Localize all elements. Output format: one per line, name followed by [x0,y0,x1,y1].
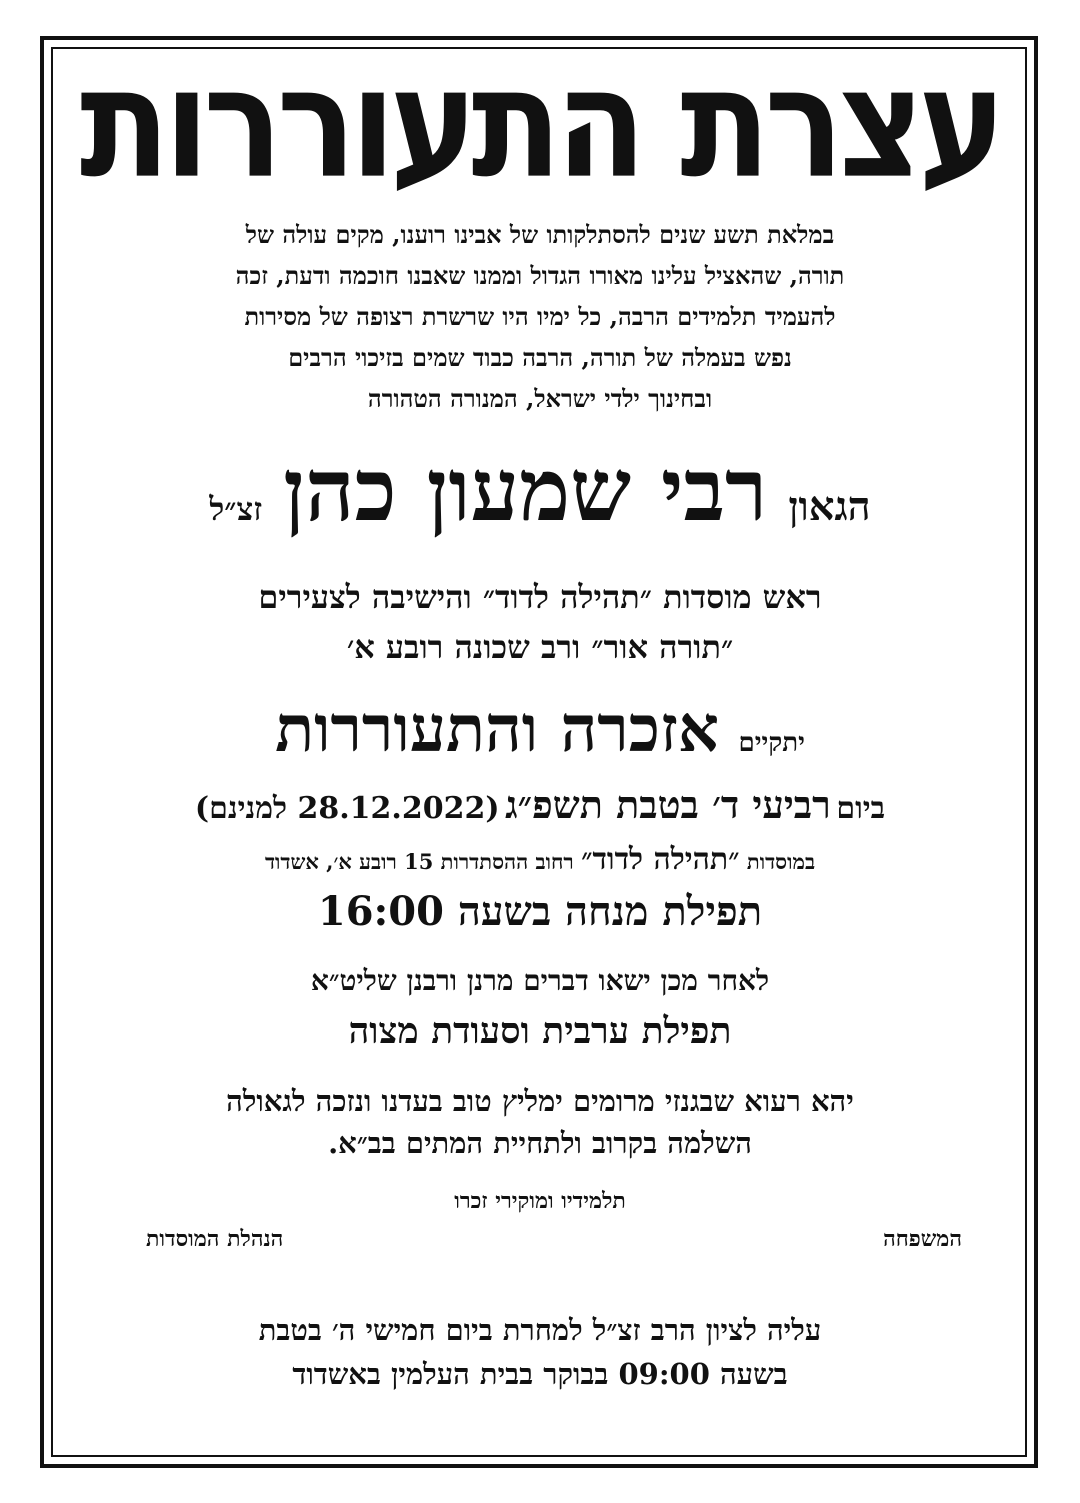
role-line: ״תורה אור״ ורב שכונה רובע א׳ [346,628,734,666]
rabbi-role [60,572,1020,672]
location-address: רחוב ההסתדרות 15 רובע א׳, אשדוד [264,849,574,874]
blessing [60,1080,1020,1164]
burial-line: עליה לציון הרב זצ״ל למחרת ביום חמישי ה׳ בטבת [258,1313,822,1347]
rabbi-name-line [40,440,1040,570]
mincha-time: תפילת מנחה בשעה 16:00 [317,888,763,935]
burial-line: בשעה 09:00 בבוקר בבית העלמין באשדוד [292,1357,788,1391]
event-name: אזכרה והתעוררות [275,692,719,767]
intro-line: נפש בעמלה של תורה, הרבה כבוד שמים בזיכוי הרבים [288,343,792,372]
signer-family: המשפחה [883,1226,962,1252]
hebrew-date: רביעי ד׳ בטבת תשפ״ג [505,782,831,827]
date-prefix: ביום [836,791,886,826]
signer-management: הנהלת המוסדות [146,1226,284,1252]
gregorian-date: (28.12.2022 למנינם) [194,791,500,826]
signers-students: תלמידיו ומוקירי זכרו [454,1188,626,1214]
location-prefix: במוסדות [746,849,816,874]
rabbi-suffix: זצ״ל [209,490,263,528]
blessing-line: יהא רעוא שבגנזי מרומים ימליץ טוב בעדנו ונזכה לגאולה [226,1084,854,1118]
intro-line: להעמיד תלמידים הרבה, כל ימיו היו שרשרת רצופה של מסירות [244,302,836,331]
location-line [40,842,1040,877]
blessing-line: השלמה בקרוב ולתחיית המתים בב״א. [328,1126,752,1160]
burial-notice [60,1308,1020,1396]
intro-paragraph [80,214,1000,419]
event-line [40,692,1040,767]
intro-line: תורה, שהאציל עלינו מאורו הגדול וממנו שאבנו חוכמה ודעת, זכה [235,261,845,290]
intro-line: במלאת תשע שנים להסתלקותו של אבינו רוענו, מקים עולה של [245,220,835,249]
headline: עצרת התעוררות [79,35,1001,213]
event-prefix: יתקיים [738,728,805,758]
role-line: ראש מוסדות ״תהילה לדוד״ והישיבה לצעירים [258,578,822,616]
rabbi-name: רבי שמעון כהן [283,440,768,541]
speeches-line: לאחר מכן ישאו דברים מרנן ורבנן שליט״א [310,964,770,997]
date-line [40,782,1040,828]
rabbi-title: הגאון [788,483,871,530]
location-name: ״תהילה לדוד״ [581,842,740,877]
intro-line: ובחינוך ילדי ישראל, המנורה הטהורה [367,384,713,413]
arvit-line: תפילת ערבית וסעודת מצוה [348,1010,732,1052]
